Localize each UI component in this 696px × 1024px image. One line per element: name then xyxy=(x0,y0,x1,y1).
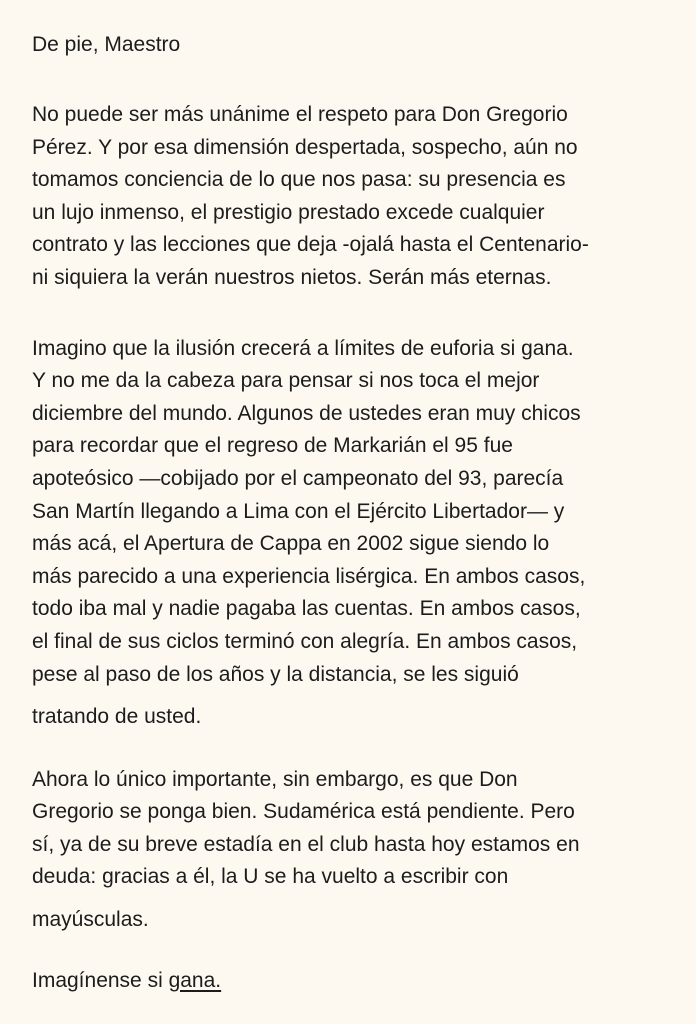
closing-line xyxy=(32,965,676,997)
paragraph-3-line-3: sí, ya de su breve estadía en el club hasta hoy estamos en xyxy=(32,832,580,856)
paragraph-3-line-5: mayúsculas. xyxy=(32,908,149,932)
paragraph-2-line-3: diciembre del mundo. Algunos de ustedes eran muy chicos xyxy=(32,401,581,425)
paragraph-2-line-7: más acá, el Apertura de Cappa en 2002 sigue siendo lo xyxy=(32,532,550,556)
paragraph-1-line-2: Pérez. Y por esa dimensión despertada, sospecho, aún no xyxy=(32,135,578,159)
paragraph-1 xyxy=(32,99,676,295)
paragraph-2-line-4: para recordar que el regreso de Markarián el 95 fue xyxy=(32,434,513,458)
paragraph-3-line-1: Ahora lo único importante, sin embargo, es que Don xyxy=(32,767,518,791)
paragraph-1-line-5: contrato y las lecciones que deja -ojalá hasta el Centenario- xyxy=(32,233,589,257)
paragraph-2-line-10: el final de sus ciclos terminó con alegría. En ambos casos, xyxy=(32,629,578,653)
paragraph-2-line-12: tratando de usted. xyxy=(32,705,202,729)
paragraph-2-line-2: Y no me da la cabeza para pensar si nos toca el mejor xyxy=(32,369,540,393)
paragraph-2 xyxy=(32,333,676,734)
document-title: De pie, Maestro xyxy=(32,33,181,56)
closing-text: Imagínense si xyxy=(32,968,169,992)
closing-underlined-word: gana. xyxy=(168,968,222,992)
paragraph-2-line-11: pese al paso de los años y la distancia, se les siguió xyxy=(32,662,519,686)
paragraph-2-line-5: apoteósico —cobijado por el campeonato del 93, parecía xyxy=(32,466,564,490)
paragraph-1-line-1: No puede ser más unánime el respeto para Don Gregorio xyxy=(32,103,568,126)
paragraph-3-line-2: Gregorio se ponga bien. Sudamérica está pendiente. Pero xyxy=(32,800,575,824)
paragraph-2-line-8: más parecido a una experiencia lisérgica. En ambos casos, xyxy=(32,564,586,588)
paragraph-3 xyxy=(32,764,676,937)
paragraph-2-line-9: todo iba mal y nadie pagaba las cuentas. En ambos casos, xyxy=(32,597,581,621)
paragraph-2-line-6: San Martín llegando a Lima con el Ejército Libertador— y xyxy=(32,499,565,523)
paragraph-1-line-6: ni siquiera la verán nuestros nietos. Serán más eternas. xyxy=(32,265,552,289)
paragraph-1-line-4: un lujo inmenso, el prestigio prestado excede cualquier xyxy=(32,200,545,224)
paragraph-2-line-1: Imagino que la ilusión crecerá a límites de euforia si gana. xyxy=(32,336,574,360)
paragraph-3-line-4: deuda: gracias a él, la U se ha vuelto a escribir con xyxy=(32,865,509,889)
paragraph-1-line-3: tomamos conciencia de lo que nos pasa: su presencia es xyxy=(32,168,566,192)
